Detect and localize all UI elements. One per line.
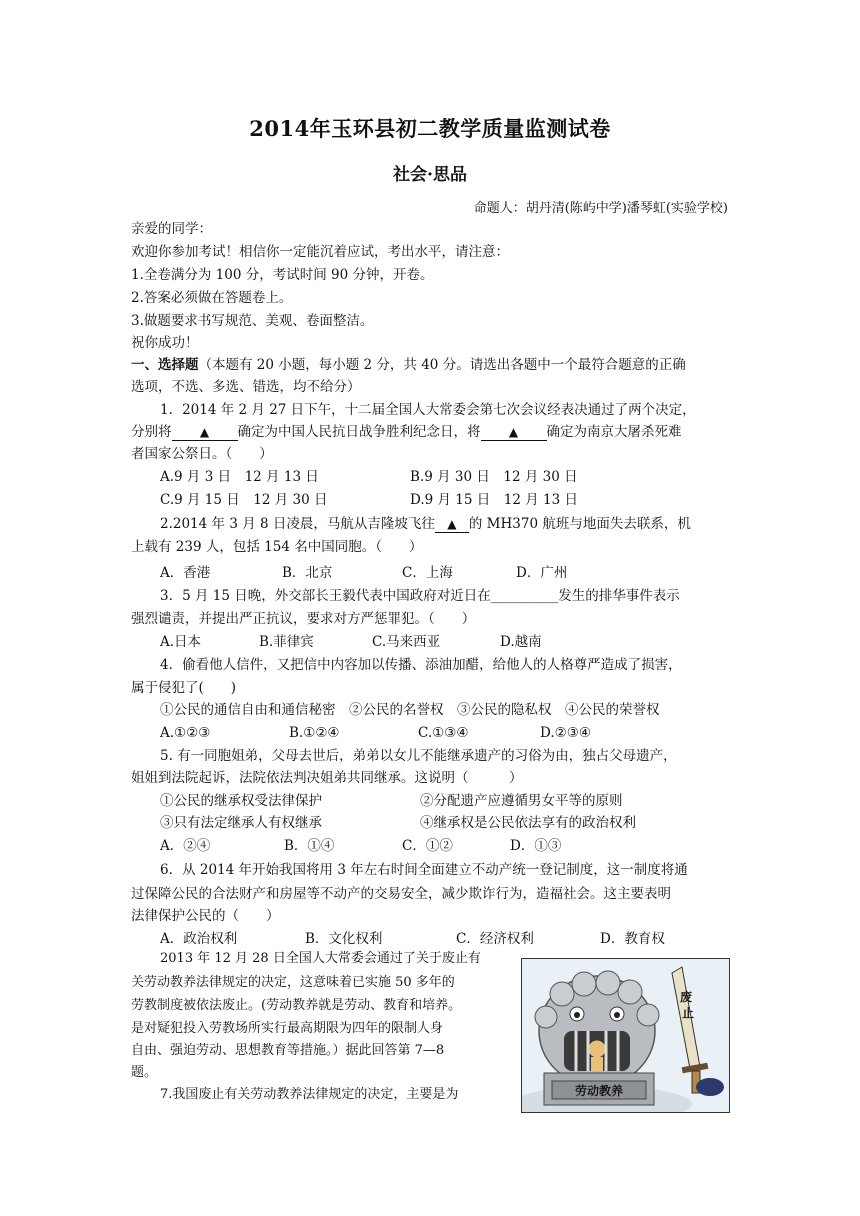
q5-option-c: C．①② [402,838,453,854]
q4-option-c: C.①③④ [418,725,469,741]
q6-line-2: 过保障公民的合法财产和房屋等不动产的交易安全，减少欺诈行为，造福社会。这主要表明 [131,886,671,902]
exam-subtitle: 社会·思品 [393,165,467,185]
triangle-icon: ▲ [447,517,457,531]
q5-option-a: A．②④ [160,838,211,854]
q5-item-2: ②分配遗产应遵循男女平等的原则 [420,793,623,809]
q6-option-a: A．政治权利 [160,931,238,947]
passage-line-2: 关劳动教养法律规定的决定，这意味着已实施 50 多年的 [131,975,455,990]
section-1-desc: （本题有 20 小题，每小题 2 分，共 40 分。请选出各题中一个最符合题意的正确 [198,357,686,373]
q5-option-b: B．①④ [284,838,335,854]
q1-text-c: 确定为南京大屠杀死难 [546,424,682,440]
q3-line-2: 强烈谴责，并提出严正抗议，要求对方严惩罪犯。（ ） [131,611,476,627]
q1-option-c: C.9 月 15 日 12 月 30 日 [160,492,328,508]
q3-option-c: C.马来西亚 [372,634,441,650]
section-1-heading-line [131,355,686,375]
q2-option-d: D．广州 [516,565,568,581]
q6-line-3: 法律保护公民的（ ） [131,908,280,924]
triangle-icon: ▲ [199,425,210,439]
passage-line-6: 题。 [131,1065,158,1080]
cartoon-svg [522,959,729,1112]
wish: 祝你成功！ [131,335,199,351]
q3-line-1: 3．5 月 15 日晚，外交部长王毅代表中国政府对近日在__________发生的排华事件表示 [160,588,680,604]
q5-line-1: 5. 有一同胞姐弟，父母去世后，弟弟以女儿不能继承遗产的习俗为由，独占父母遗产， [160,748,677,764]
q4-line-1: 4．偷看他人信件，又把信中内容加以传播、添油加醋，给他人的人格尊严造成了损害， [160,657,682,673]
exam-title: 2014年玉环县初二教学质量监测试卷 [249,116,611,141]
q1-text-b: 确定为中国人民抗日战争胜利纪念日，将 [237,424,481,440]
q1-option-a: A.9 月 3 日 12 月 13 日 [160,469,319,485]
q2-option-c: C．上海 [402,565,453,581]
welcome-text: 欢迎你参加考试！相信你一定能沉着应试，考出水平，请注意： [131,244,509,260]
q2-blank [435,516,469,533]
section-1-desc-2: 选项，不选、多选、错选，均不给分） [131,379,361,395]
note-2: 2.答案必须做在答题卷上。 [131,290,293,306]
triangle-icon: ▲ [508,425,519,439]
passage-line-3: 劳教制度被依法废止。(劳动教养就是劳动、教育和培养。 [131,998,462,1013]
q6-line-1: 6．从 2014 年开始我国将用 3 年左右时间全面建立不动产统一登记制度，这一制度将通 [160,862,688,878]
q2-option-b: B．北京 [282,565,333,581]
q6-option-c: C．经济权利 [456,931,534,947]
q1-option-b: B.9 月 30 日 12 月 30 日 [410,469,578,485]
cartoon-illustration [521,958,730,1113]
q4-option-a: A.①②③ [160,725,211,741]
q6-option-d: D．教育权 [600,931,665,947]
q5-line-2: 姐姐到法院起诉，法院依法判决姐弟共同继承。这说明（ ） [131,770,523,786]
q1-line-3: 者国家公祭日。（ ） [131,446,273,462]
sword-label-char-1: 废 [680,990,693,1004]
q1-line-2 [131,422,682,442]
q1-option-d: D.9 月 15 日 12 月 13 日 [410,492,579,508]
q2-line-2: 上载有 239 人，包括 154 名中国同胞。（ ） [131,539,423,555]
q4-option-d: D.②③④ [540,725,591,741]
q5-item-4: ④继承权是公民依法享有的政治权利 [420,815,636,831]
passage-line-1: 2013 年 12 月 28 日全国人大常委会通过了关于废止有 [160,951,481,966]
q7-line-1: 7.我国废止有关劳动教养法律规定的决定，主要是为 [160,1087,459,1102]
q1-blank-2 [481,424,547,441]
authors-line: 命题人：胡丹清(陈屿中学)潘琴虹(实验学校) [473,201,728,216]
q1-line-1: 1．2014 年 2 月 27 日下午，十二届全国人大常委会第七次会议经表决通过了两个决定， [160,402,696,418]
q2-option-a: A．香港 [160,565,211,581]
passage-line-4: 是对疑犯投入劳教场所实行最高期限为四年的限制人身 [131,1021,444,1036]
q3-option-d: D.越南 [500,634,542,650]
passage-line-5: 自由、强迫劳动、思想教育等措施。）据此回答第 7—8 [131,1043,445,1058]
note-3: 3.做题要求书写规范、美观、卷面整洁。 [131,313,374,329]
q6-option-b: B．文化权利 [305,931,383,947]
q3-option-a: A.日本 [160,634,202,650]
q4-line-2: 属于侵犯了( ) [131,680,237,696]
q1-text-a: 分别将 [131,424,172,440]
q2-text-b: 的 MH370 航班与地面失去联系，机 [468,516,691,532]
q2-text-a: 2.2014 年 3 月 8 日凌晨，马航从吉隆坡飞往 [160,516,435,532]
greeting: 亲爱的同学： [131,221,212,237]
q5-item-1: ①公民的继承权受法律保护 [160,793,322,809]
cartoon-base-label: 劳动教养 [574,1084,624,1098]
q2-line-1 [160,514,691,534]
note-1: 1.全卷满分为 100 分，考试时间 90 分钟，开卷。 [131,267,434,283]
q4-items: ①公民的通信自由和通信秘密 ②公民的名誉权 ③公民的隐私权 ④公民的荣誉权 [160,702,660,718]
sword-label-char-2: 止 [682,1006,695,1020]
q4-option-b: B.①②④ [289,725,340,741]
section-1-heading: 一、选择题 [131,357,199,373]
q5-item-3: ③只有法定继承人有权继承 [160,815,322,831]
q3-option-b: B.菲律宾 [259,634,314,650]
q5-option-d: D．①③ [510,838,562,854]
q1-blank-1 [172,424,238,441]
